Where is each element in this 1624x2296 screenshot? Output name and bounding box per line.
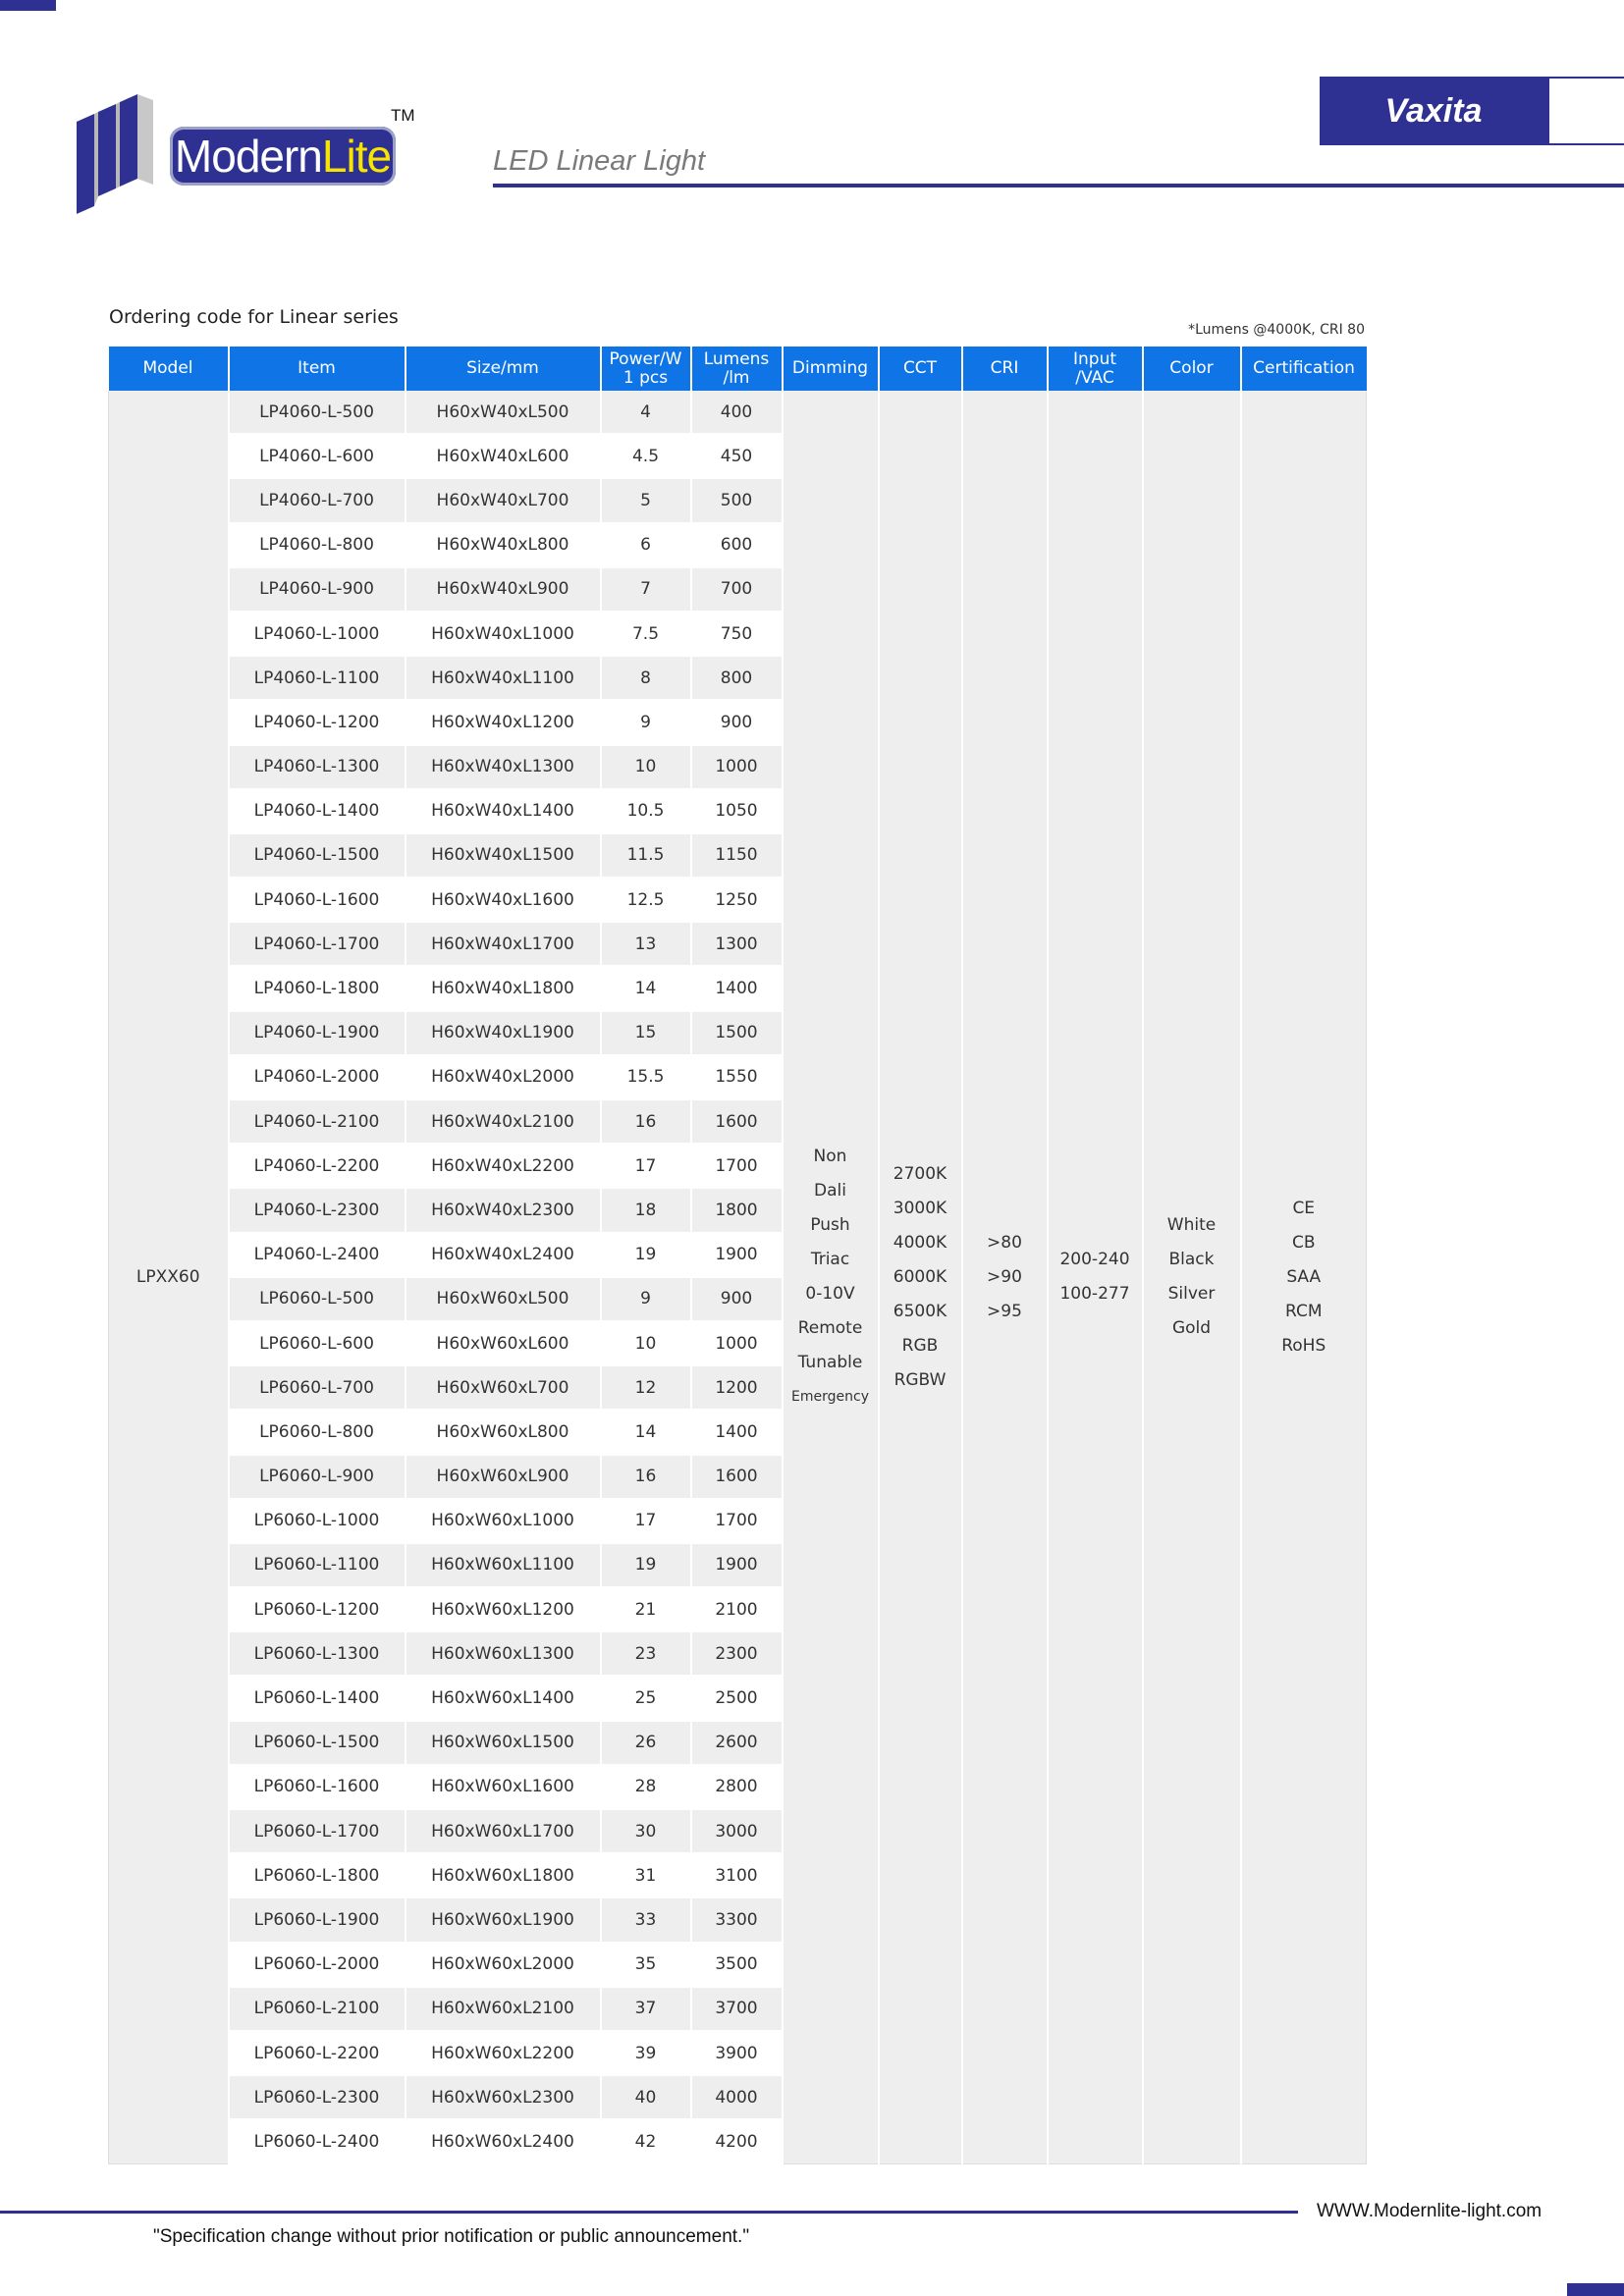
lumens-cell: 900 — [691, 1277, 783, 1321]
size-cell: H60xW40xL1800 — [406, 966, 601, 1010]
power-cell: 10 — [601, 745, 691, 789]
size-cell: H60xW40xL800 — [406, 523, 601, 567]
item-cell: LP4060-L-1300 — [229, 745, 406, 789]
column-header-cri: CRI — [962, 347, 1048, 391]
cct-value: 3000K — [893, 1198, 947, 1218]
size-cell: H60xW40xL2300 — [406, 1188, 601, 1232]
power-cell: 6 — [601, 523, 691, 567]
column-header-certification: Certification — [1241, 347, 1367, 391]
lumens-cell: 1400 — [691, 1410, 783, 1454]
lumens-cell: 1600 — [691, 1099, 783, 1144]
lumens-cell: 2500 — [691, 1676, 783, 1720]
size-cell: H60xW60xL1900 — [406, 1897, 601, 1942]
lumens-cell: 600 — [691, 523, 783, 567]
power-cell: 9 — [601, 700, 691, 744]
size-cell: H60xW60xL1500 — [406, 1721, 601, 1765]
power-cell: 37 — [601, 1987, 691, 2031]
lumens-cell: 800 — [691, 656, 783, 700]
dimming-value: Dali — [814, 1181, 846, 1201]
item-cell: LP4060-L-1400 — [229, 789, 406, 833]
size-cell: H60xW40xL1600 — [406, 878, 601, 922]
size-cell: H60xW40xL900 — [406, 567, 601, 612]
item-cell: LP6060-L-2300 — [229, 2075, 406, 2119]
lumens-cell: 1700 — [691, 1144, 783, 1188]
power-cell: 7.5 — [601, 612, 691, 656]
certification-value: RoHS — [1281, 1335, 1326, 1356]
dimming-value: Tunable — [797, 1353, 863, 1372]
item-cell: LP6060-L-800 — [229, 1410, 406, 1454]
power-cell: 31 — [601, 1853, 691, 1897]
lumens-cell: 1900 — [691, 1543, 783, 1587]
color-value: Gold — [1171, 1318, 1212, 1338]
lumens-cell: 1550 — [691, 1055, 783, 1099]
dimming-value: Push — [810, 1215, 850, 1235]
column-header-model: Model — [109, 347, 229, 391]
item-cell: LP6060-L-500 — [229, 1277, 406, 1321]
lumens-cell: 4200 — [691, 2119, 783, 2163]
size-cell: H60xW40xL1900 — [406, 1011, 601, 1055]
corner-accent-bottom — [1567, 2283, 1624, 2296]
lumens-cell: 1000 — [691, 1321, 783, 1365]
corner-accent-top — [0, 0, 56, 11]
input-value: 200-240 — [1059, 1250, 1130, 1269]
size-cell: H60xW60xL1600 — [406, 1765, 601, 1809]
logo-word-modern: Modern — [174, 131, 322, 182]
column-header-item: Item — [229, 347, 406, 391]
power-cell: 30 — [601, 1809, 691, 1853]
size-cell: H60xW60xL2300 — [406, 2075, 601, 2119]
cct-value: 6000K — [893, 1266, 947, 1287]
item-cell: LP6060-L-900 — [229, 1455, 406, 1499]
size-cell: H60xW40xL600 — [406, 434, 601, 478]
lumens-cell: 2800 — [691, 1765, 783, 1809]
item-cell: LP6060-L-2100 — [229, 1987, 406, 2031]
item-cell: LP4060-L-1700 — [229, 922, 406, 966]
power-cell: 4 — [601, 391, 691, 434]
power-cell: 40 — [601, 2075, 691, 2119]
item-cell: LP6060-L-2000 — [229, 1943, 406, 1987]
size-cell: H60xW60xL1400 — [406, 1676, 601, 1720]
size-cell: H60xW40xL700 — [406, 478, 601, 522]
item-cell: LP4060-L-500 — [229, 391, 406, 434]
lumens-cell: 1500 — [691, 1011, 783, 1055]
cct-value: RGBW — [893, 1369, 947, 1390]
item-cell: LP4060-L-1200 — [229, 700, 406, 744]
item-cell: LP6060-L-1800 — [229, 1853, 406, 1897]
item-cell: LP6060-L-1700 — [229, 1809, 406, 1853]
lumens-cell: 450 — [691, 434, 783, 478]
power-cell: 42 — [601, 2119, 691, 2163]
size-cell: H60xW40xL2100 — [406, 1099, 601, 1144]
input-cell — [1048, 391, 1143, 2164]
power-cell: 13 — [601, 922, 691, 966]
table-row — [109, 391, 1367, 434]
power-cell: 4.5 — [601, 434, 691, 478]
trademark-mark: TM — [391, 106, 415, 125]
dimming-value: Emergency — [791, 1389, 869, 1405]
item-cell: LP6060-L-600 — [229, 1321, 406, 1365]
lumens-cell: 2300 — [691, 1631, 783, 1676]
cri-cell — [962, 391, 1048, 2164]
size-cell: H60xW40xL2200 — [406, 1144, 601, 1188]
size-cell: H60xW60xL2400 — [406, 2119, 601, 2163]
lumens-cell: 1900 — [691, 1233, 783, 1277]
footer-divider — [0, 2211, 1298, 2214]
lumens-cell: 1050 — [691, 789, 783, 833]
item-cell: LP6060-L-1200 — [229, 1587, 406, 1631]
size-cell: H60xW40xL2400 — [406, 1233, 601, 1277]
size-cell: H60xW40xL1200 — [406, 700, 601, 744]
size-cell: H60xW60xL1800 — [406, 1853, 601, 1897]
dimming-cell — [783, 391, 879, 2164]
power-cell: 39 — [601, 2031, 691, 2075]
size-cell: H60xW40xL500 — [406, 391, 601, 434]
ordering-code-table — [108, 347, 1367, 2165]
item-cell: LP4060-L-1000 — [229, 612, 406, 656]
power-cell: 12 — [601, 1365, 691, 1410]
lumens-cell: 3100 — [691, 1853, 783, 1897]
size-cell: H60xW60xL600 — [406, 1321, 601, 1365]
column-header-color: Color — [1143, 347, 1241, 391]
power-cell: 21 — [601, 1587, 691, 1631]
lumens-cell: 1700 — [691, 1499, 783, 1543]
item-cell: LP6060-L-1100 — [229, 1543, 406, 1587]
item-cell: LP4060-L-800 — [229, 523, 406, 567]
section-title: Ordering code for Linear series — [109, 306, 399, 328]
size-cell: H60xW40xL1000 — [406, 612, 601, 656]
column-header-size: Size/mm — [406, 347, 601, 391]
size-cell: H60xW40xL1700 — [406, 922, 601, 966]
lumens-cell: 1250 — [691, 878, 783, 922]
color-value: Silver — [1167, 1284, 1216, 1304]
power-cell: 16 — [601, 1099, 691, 1144]
disclaimer-note: "Specification change without prior notification or public announcement." — [153, 2226, 750, 2247]
column-header-dimming: Dimming — [783, 347, 879, 391]
item-cell: LP6060-L-1300 — [229, 1631, 406, 1676]
lumens-cell: 1800 — [691, 1188, 783, 1232]
cri-value: >80 — [987, 1232, 1022, 1253]
header-divider — [493, 184, 1624, 187]
certification-value: SAA — [1286, 1266, 1322, 1287]
dimming-value: Remote — [797, 1318, 863, 1338]
item-cell: LP4060-L-2400 — [229, 1233, 406, 1277]
size-cell: H60xW40xL1100 — [406, 656, 601, 700]
power-cell: 15 — [601, 1011, 691, 1055]
cct-value: 4000K — [893, 1232, 947, 1253]
logo-word-lite: Lite — [321, 131, 392, 182]
item-cell: LP4060-L-2100 — [229, 1099, 406, 1144]
size-cell: H60xW60xL2100 — [406, 1987, 601, 2031]
lumens-cell: 1600 — [691, 1455, 783, 1499]
lumens-cell: 1400 — [691, 966, 783, 1010]
dimming-value: 0-10V — [805, 1284, 855, 1304]
certification-value: CB — [1291, 1232, 1316, 1253]
column-header-power: Power/W 1 pcs — [601, 347, 691, 391]
cri-value: >95 — [987, 1301, 1022, 1321]
cct-cell — [879, 391, 962, 2164]
item-cell: LP4060-L-1600 — [229, 878, 406, 922]
power-cell: 23 — [601, 1631, 691, 1676]
size-cell: H60xW60xL500 — [406, 1277, 601, 1321]
power-cell: 17 — [601, 1499, 691, 1543]
column-header-cct: CCT — [879, 347, 962, 391]
item-cell: LP6060-L-1000 — [229, 1499, 406, 1543]
certification-cell — [1241, 391, 1367, 2164]
lumens-cell: 1300 — [691, 922, 783, 966]
size-cell: H60xW60xL1200 — [406, 1587, 601, 1631]
power-cell: 17 — [601, 1144, 691, 1188]
lumens-cell: 1000 — [691, 745, 783, 789]
item-cell: LP4060-L-1100 — [229, 656, 406, 700]
brand-label: Vaxita — [1320, 77, 1547, 145]
power-cell: 10 — [601, 1321, 691, 1365]
lumens-cell: 2100 — [691, 1587, 783, 1631]
power-cell: 10.5 — [601, 789, 691, 833]
power-cell: 5 — [601, 478, 691, 522]
power-cell: 19 — [601, 1233, 691, 1277]
lumens-footnote: *Lumens @4000K, CRI 80 — [1188, 322, 1365, 338]
brand-box-tail — [1547, 77, 1624, 145]
lumens-cell: 900 — [691, 700, 783, 744]
lumens-cell: 1200 — [691, 1365, 783, 1410]
power-cell: 9 — [601, 1277, 691, 1321]
lumens-cell: 3500 — [691, 1943, 783, 1987]
column-header-input: Input /VAC — [1048, 347, 1143, 391]
item-cell: LP4060-L-900 — [229, 567, 406, 612]
power-cell: 14 — [601, 966, 691, 1010]
color-value: White — [1166, 1215, 1217, 1235]
dimming-value: Triac — [810, 1250, 850, 1269]
size-cell: H60xW40xL1400 — [406, 789, 601, 833]
logo-bars-icon — [77, 94, 175, 217]
item-cell: LP4060-L-1900 — [229, 1011, 406, 1055]
color-cell — [1143, 391, 1241, 2164]
size-cell: H60xW40xL1500 — [406, 833, 601, 878]
column-header-lumens: Lumens /lm — [691, 347, 783, 391]
power-cell: 7 — [601, 567, 691, 612]
size-cell: H60xW60xL1700 — [406, 1809, 601, 1853]
item-cell: LP6060-L-1600 — [229, 1765, 406, 1809]
lumens-cell: 3900 — [691, 2031, 783, 2075]
item-cell: LP6060-L-2400 — [229, 2119, 406, 2163]
lumens-cell: 700 — [691, 567, 783, 612]
item-cell: LP6060-L-2200 — [229, 2031, 406, 2075]
power-cell: 28 — [601, 1765, 691, 1809]
logo-wordmark — [170, 127, 396, 186]
item-cell: LP6060-L-1900 — [229, 1897, 406, 1942]
lumens-cell: 1150 — [691, 833, 783, 878]
size-cell: H60xW60xL700 — [406, 1365, 601, 1410]
size-cell: H60xW60xL2200 — [406, 2031, 601, 2075]
item-cell: LP4060-L-700 — [229, 478, 406, 522]
cct-value: RGB — [901, 1335, 939, 1356]
item-cell: LP4060-L-600 — [229, 434, 406, 478]
lumens-cell: 2600 — [691, 1721, 783, 1765]
item-cell: LP4060-L-1500 — [229, 833, 406, 878]
power-cell: 14 — [601, 1410, 691, 1454]
size-cell: H60xW60xL800 — [406, 1410, 601, 1454]
lumens-cell: 3700 — [691, 1987, 783, 2031]
lumens-cell: 3300 — [691, 1897, 783, 1942]
color-value: Black — [1168, 1250, 1215, 1269]
power-cell: 8 — [601, 656, 691, 700]
page-subtitle: LED Linear Light — [493, 145, 706, 177]
power-cell: 26 — [601, 1721, 691, 1765]
item-cell: LP6060-L-700 — [229, 1365, 406, 1410]
model-cell: LPXX60 — [109, 391, 229, 2164]
item-cell: LP4060-L-2000 — [229, 1055, 406, 1099]
item-cell: LP6060-L-1400 — [229, 1676, 406, 1720]
modernlite-logo — [77, 94, 420, 222]
power-cell: 15.5 — [601, 1055, 691, 1099]
item-cell: LP4060-L-2200 — [229, 1144, 406, 1188]
item-cell: LP4060-L-2300 — [229, 1188, 406, 1232]
dimming-value: Non — [813, 1147, 847, 1166]
cct-value: 6500K — [893, 1301, 947, 1321]
power-cell: 18 — [601, 1188, 691, 1232]
power-cell: 11.5 — [601, 833, 691, 878]
cri-value: >90 — [987, 1266, 1022, 1287]
size-cell: H60xW40xL2000 — [406, 1055, 601, 1099]
size-cell: H60xW60xL1300 — [406, 1631, 601, 1676]
lumens-cell: 400 — [691, 391, 783, 434]
size-cell: H60xW40xL1300 — [406, 745, 601, 789]
cct-value: 2700K — [893, 1163, 947, 1184]
item-cell: LP4060-L-1800 — [229, 966, 406, 1010]
size-cell: H60xW60xL1000 — [406, 1499, 601, 1543]
input-value: 100-277 — [1059, 1284, 1130, 1304]
power-cell: 12.5 — [601, 878, 691, 922]
power-cell: 16 — [601, 1455, 691, 1499]
power-cell: 33 — [601, 1897, 691, 1942]
size-cell: H60xW60xL900 — [406, 1455, 601, 1499]
power-cell: 35 — [601, 1943, 691, 1987]
table-header-row — [109, 347, 1367, 391]
certification-value: CE — [1292, 1198, 1316, 1218]
power-cell: 25 — [601, 1676, 691, 1720]
power-cell: 19 — [601, 1543, 691, 1587]
size-cell: H60xW60xL2000 — [406, 1943, 601, 1987]
lumens-cell: 500 — [691, 478, 783, 522]
lumens-cell: 4000 — [691, 2075, 783, 2119]
size-cell: H60xW60xL1100 — [406, 1543, 601, 1587]
website-url: WWW.Modernlite-light.com — [1317, 2201, 1543, 2221]
lumens-cell: 3000 — [691, 1809, 783, 1853]
lumens-cell: 750 — [691, 612, 783, 656]
certification-value: RCM — [1284, 1301, 1323, 1321]
item-cell: LP6060-L-1500 — [229, 1721, 406, 1765]
